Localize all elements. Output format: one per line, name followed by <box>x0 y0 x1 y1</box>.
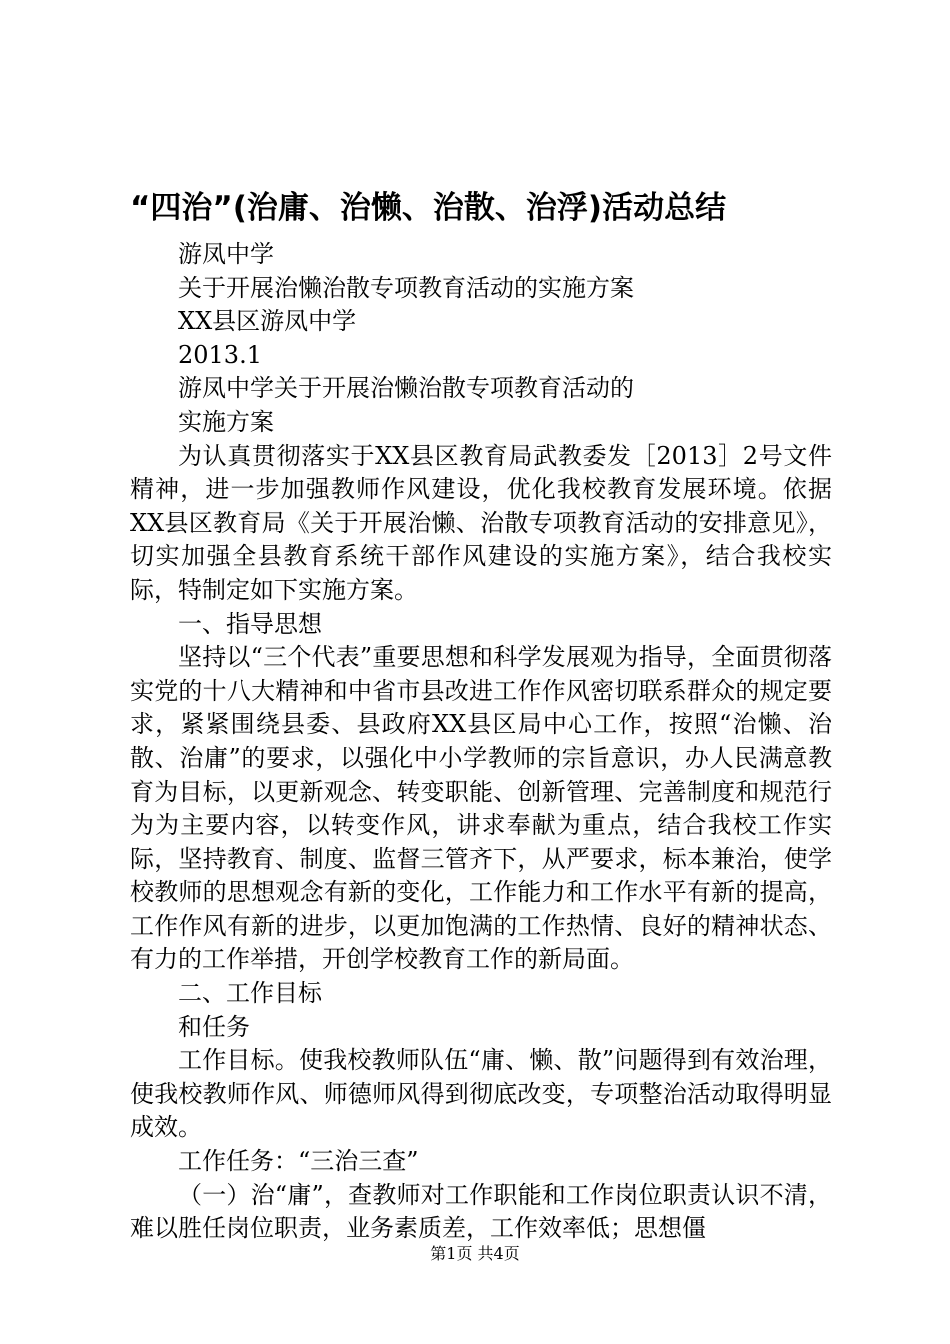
document-title: “四治”(治庸、治懒、治散、治浮)活动总结 <box>130 190 727 226</box>
heading-line-1: 游凤中学关于开展治懒治散专项教育活动的 <box>178 374 634 403</box>
section-2-heading-continued: 和任务 <box>178 1012 250 1041</box>
section-2-heading: 二、工作目标 <box>178 979 322 1008</box>
goal-paragraph: 工作目标。使我校教师队伍“庸、懒、散”问题得到有效治理，使我校教师作风、师德师风得到彻底改变，专项整治活动取得明显成效。 <box>130 1046 832 1142</box>
district-school: XX县区游凤中学 <box>178 307 357 336</box>
page-indicator: 第1页 共4页 <box>430 1244 520 1263</box>
plan-title: 关于开展治懒治散专项教育活动的实施方案 <box>178 273 634 302</box>
intro-paragraph: 为认真贯彻落实于XX县区教育局武教委发［2013］2号文件精神，进一步加强教师作风建设，优化我校教育发展环境。依据XX县区教育局《关于开展治懒、治散专项教育活动的安排意见》，切实加强全县教育系统干部作风建设的实施方案》，结合我校实际，特制定如下实施方案。 <box>130 441 832 604</box>
section-1-heading: 一、指导思想 <box>178 609 322 638</box>
document-date: 2013.1 <box>178 340 262 369</box>
tasks-heading: 工作任务：“三治三查” <box>178 1147 419 1176</box>
document-body <box>130 238 832 1246</box>
section-1-paragraph: 坚持以“三个代表”重要思想和科学发展观为指导，全面贯彻落实党的十八大精神和中省市县改进工作作风密切联系群众的规定要求，紧紧围绕县委、县政府XX县区局中心工作，按照“治懒、治散、治庸”的要求，以强化中小学教师的宗旨意识，办人民满意教育为目标，以更新观念、转变职能、创新管理、完善制度和规范行为为主要内容，以转变作风，讲求奉献为重点，结合我校工作实际，坚持教育、制度、监督三管齐下，从严要求，标本兼治，使学校教师的思想观念有新的变化，工作能力和工作水平有新的提高，工作作风有新的进步，以更加饱满的工作热情、良好的精神状态、有力的工作举措，开创学校教育工作的新局面。 <box>130 643 832 974</box>
task-1-paragraph: （一）治“庸”，查教师对工作职能和工作岗位职责认识不清，难以胜任岗位职责，业务素质差，工作效率低；思想僵 <box>130 1180 832 1243</box>
heading-line-2: 实施方案 <box>178 407 274 436</box>
school-name: 游凤中学 <box>178 240 274 268</box>
